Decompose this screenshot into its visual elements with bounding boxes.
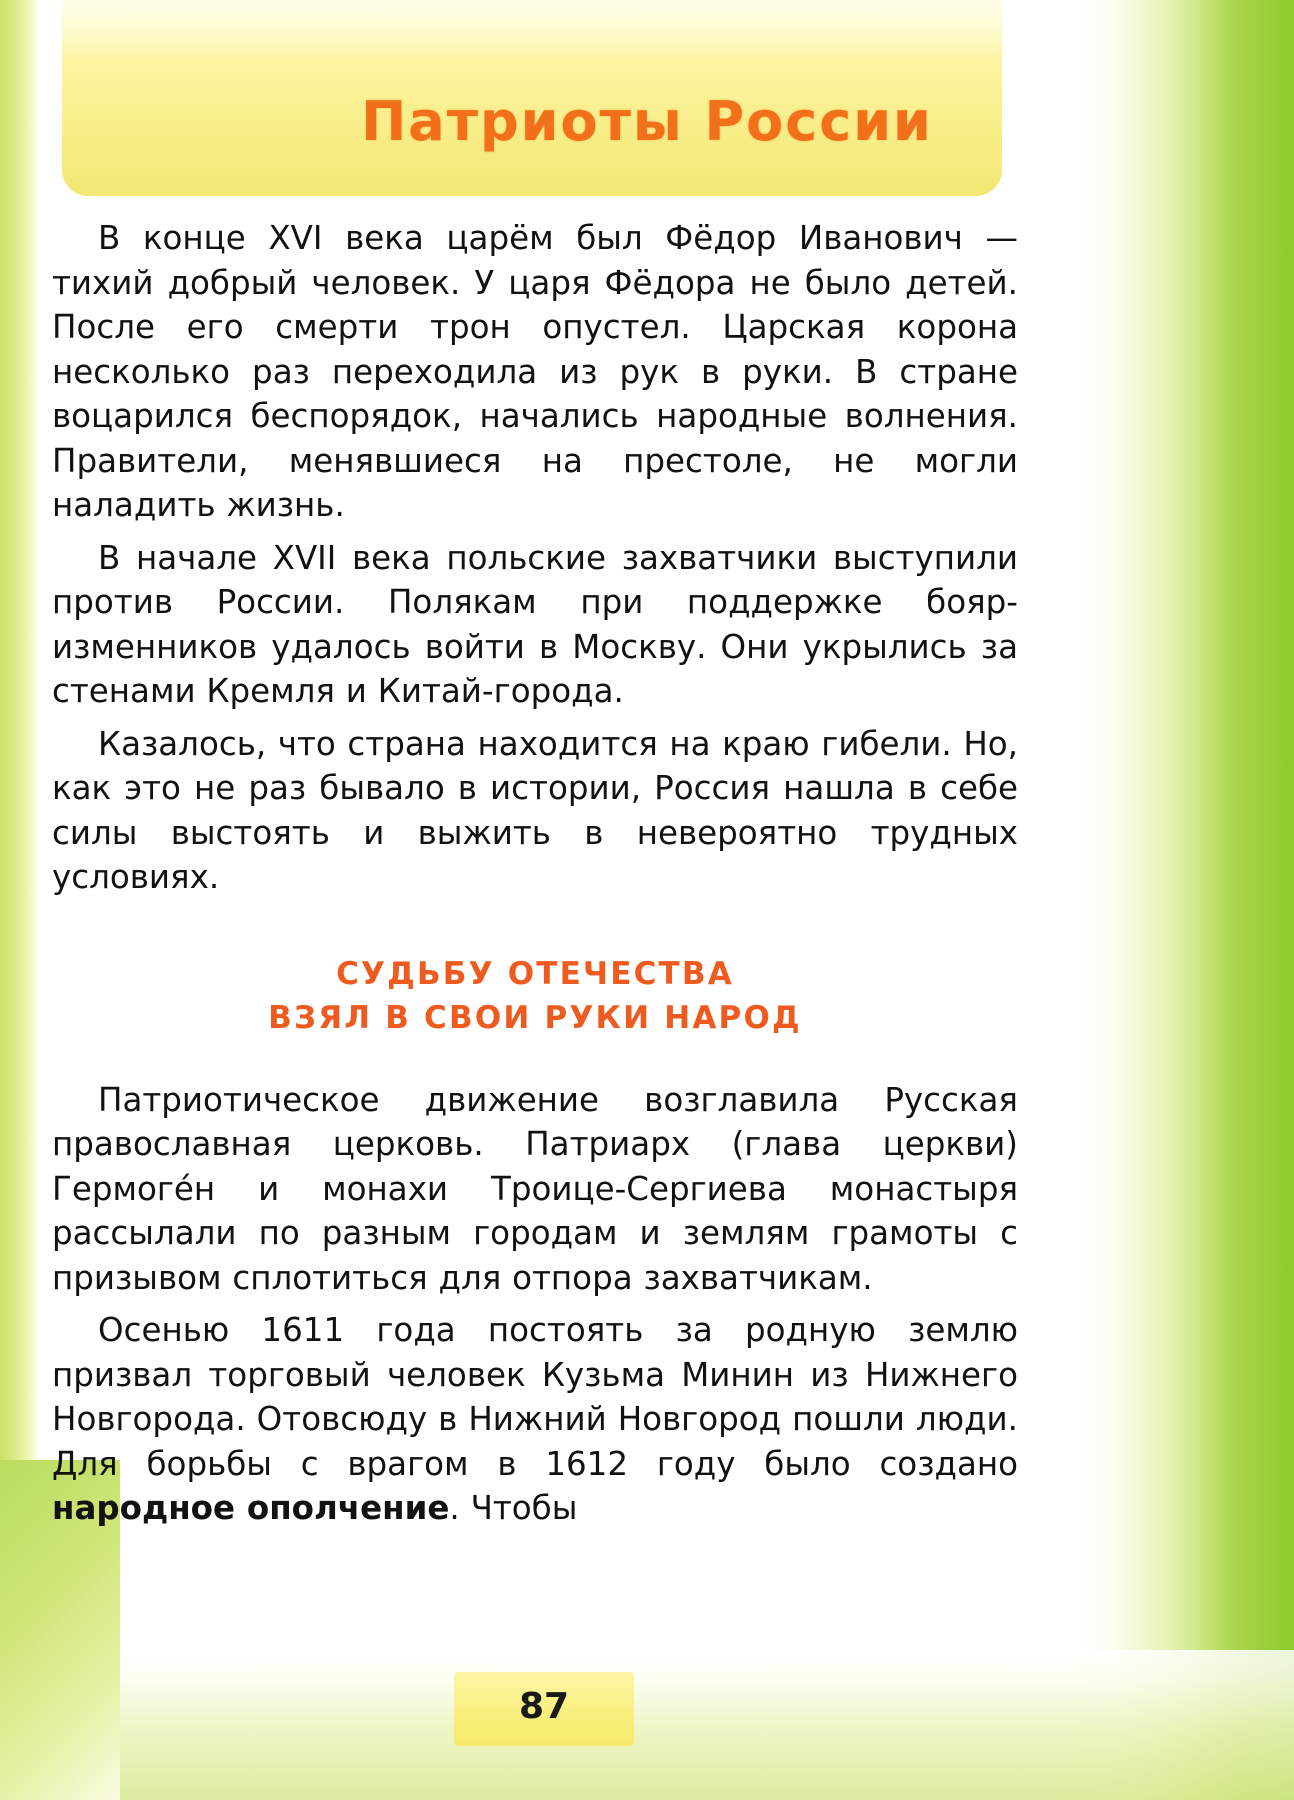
page-right-edge — [1062, 0, 1294, 1800]
section-subheading-line-1: СУДЬБУ ОТЕЧЕСТВА — [336, 955, 734, 992]
page-title: Патриоты России — [361, 90, 933, 154]
page-number: 87 — [518, 1686, 570, 1727]
page-right-edge-inner — [1198, 0, 1294, 1800]
paragraph-2: В начале XVII века польские захватчики выступили против России. Полякам при поддержке бояр-изменников удалось войти в Москву. Они укрылись за стенами Кремля и Китай-города. — [52, 538, 1018, 710]
page-bottom-edge — [0, 1650, 1294, 1800]
key-term: народное ополчение — [52, 1489, 450, 1527]
paragraph-5-text-after: . Чтобы — [449, 1489, 578, 1527]
section-subheading-line-2: ВЗЯЛ В СВОИ РУКИ НАРОД — [268, 999, 802, 1036]
title-banner-glow — [62, 0, 1002, 60]
section-subheading — [52, 952, 1018, 1040]
paragraph-5-text-before: Осенью 1611 года постоять за родную землю призвал торговый человек Кузьма Минин из Нижнего Новгорода. Отовсюду в Нижний Новгород пошли люди. Для борьбы с врагом в 1612 году было создано — [52, 1311, 1018, 1483]
article-body — [52, 216, 1018, 1533]
paragraph-3: Казалось, что страна находится на краю гибели. Но, как это не раз бывало в истории, Россия нашла в себе силы выстоять и выжить в невероятно трудных условиях. — [52, 724, 1018, 896]
paragraph-5 — [52, 1308, 1018, 1531]
paragraph-1: В конце XVI века царём был Фёдор Иванович — тихий добрый человек. У царя Фёдора не было детей. После его смерти трон опустел. Царская корона несколько раз переходила из рук в руки. В стране воцарился беспорядок, начались народные волнения. Правители, менявшиеся на престоле, не могли наладить жизнь. — [52, 219, 1018, 524]
paragraph-4: Патриотическое движение возглавила Русская православная церковь. Патриарх (глава церкви) Гермоге́н и монахи Троице-Сергиева монастыря рассылали по разным городам и землям грамоты с призывом сплотиться для отпора захватчикам. — [52, 1080, 1018, 1297]
